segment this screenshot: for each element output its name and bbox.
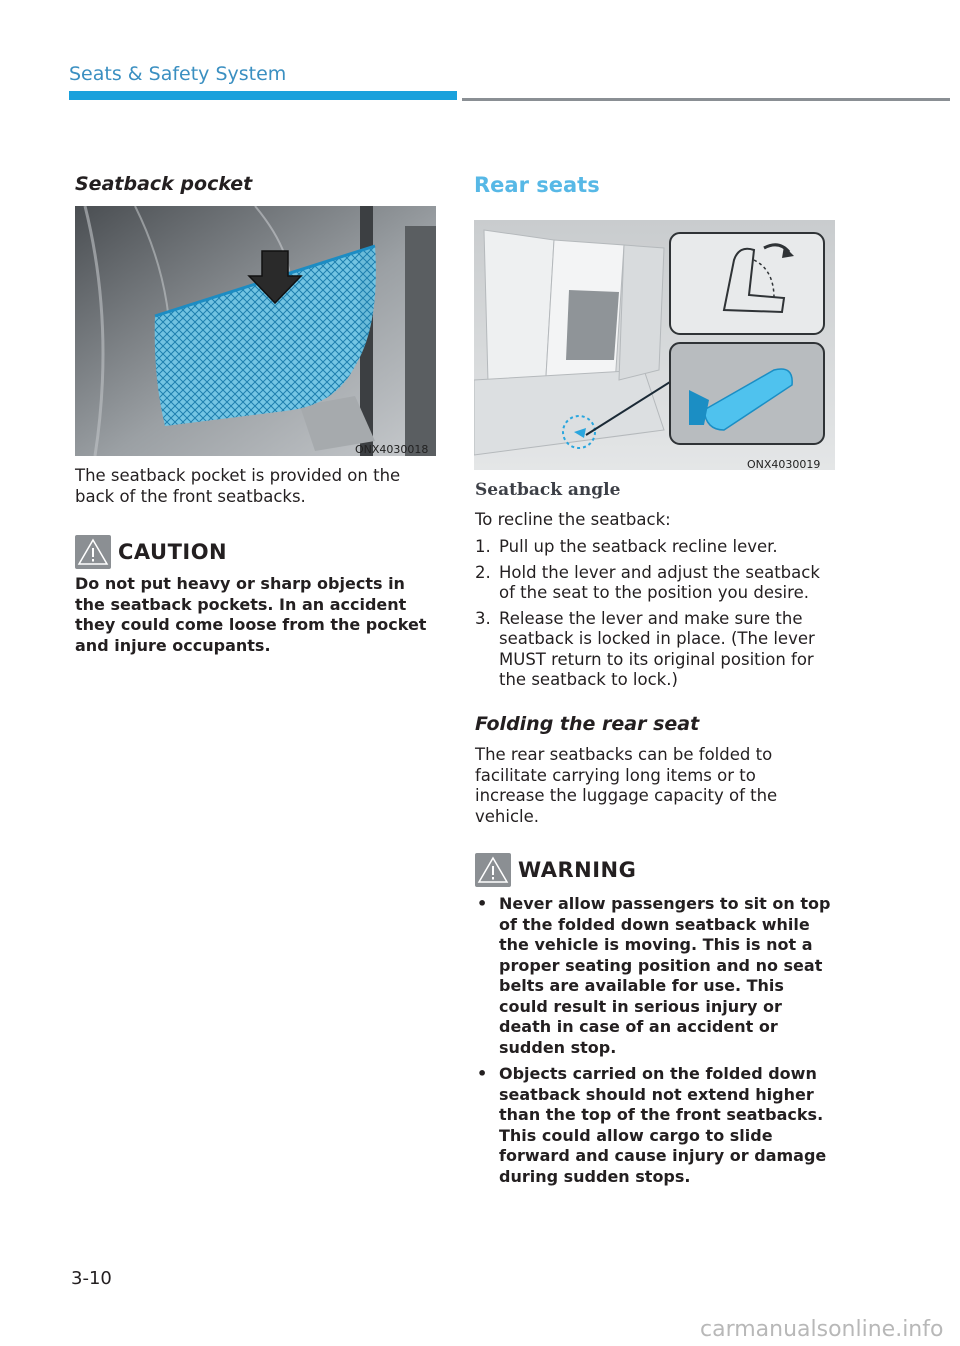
image-code-right: ONX4030019 [747,458,821,471]
seatback-angle-title: Seatback angle [475,480,621,500]
bullet: • [477,894,488,913]
seatback-angle-intro: To recline the seatback: [475,510,671,529]
rear-seats-heading: Rear seats [474,173,600,197]
warning-list [475,894,837,1193]
list-item [475,609,837,691]
step-text: Hold the lever and adjust the seatback of the seat to the position you desire. [499,562,820,602]
step-number: 1. [475,537,491,556]
recline-steps-list [475,537,837,696]
section-title: Seats & Safety System [69,63,287,85]
header-rule [462,98,950,101]
watermark: carmanualsonline.info [700,1317,944,1342]
step-number: 3. [475,608,491,628]
caution-icon [75,535,111,569]
warning-item-text: Never allow passengers to sit on top of the folded down seatback while the vehicle is moving. This is not a proper seating position and no seat belts are available for use. This could result in serious injury or death in case of an accident or sudden stop. [499,894,831,1057]
page-number: 3-10 [71,1268,112,1289]
list-item [475,563,837,604]
step-number: 2. [475,562,491,582]
list-item [475,1064,837,1187]
list-item [475,894,837,1058]
image-code-left: ONX4030018 [355,443,429,456]
step-text: Release the lever and make sure the seatback is locked in place. (The lever MUST return to its original position for the seatback to lock.) [499,608,815,689]
seatback-pocket-description: The seatback pocket is provided on the back of the front seatbacks. [75,466,401,506]
warning-item-text: Objects carried on the folded down seatback should not extend higher than the top of the front seatbacks. This could allow cargo to slide forward and cause injury or damage during sudden stops. [499,1064,827,1186]
rear-seats-illustration [474,220,835,470]
caution-label: CAUTION [118,540,228,564]
seatback-pocket-illustration [75,206,436,456]
warning-icon [475,853,511,887]
warning-label: WARNING [518,858,637,882]
header-accent-bar [69,91,457,100]
step-text: Pull up the seatback recline lever. [499,537,778,556]
folding-description: The rear seatbacks can be folded to facilitate carrying long items or to increase the luggage capacity of the vehicle. [475,745,778,826]
bullet: • [477,1064,488,1083]
caution-text: Do not put heavy or sharp objects in the seatback pockets. In an accident they could come loose from the pocket and injure occupants. [75,574,427,655]
folding-rear-seat-heading: Folding the rear seat [475,713,700,735]
list-item [475,537,837,558]
seatback-pocket-heading: Seatback pocket [75,173,253,195]
